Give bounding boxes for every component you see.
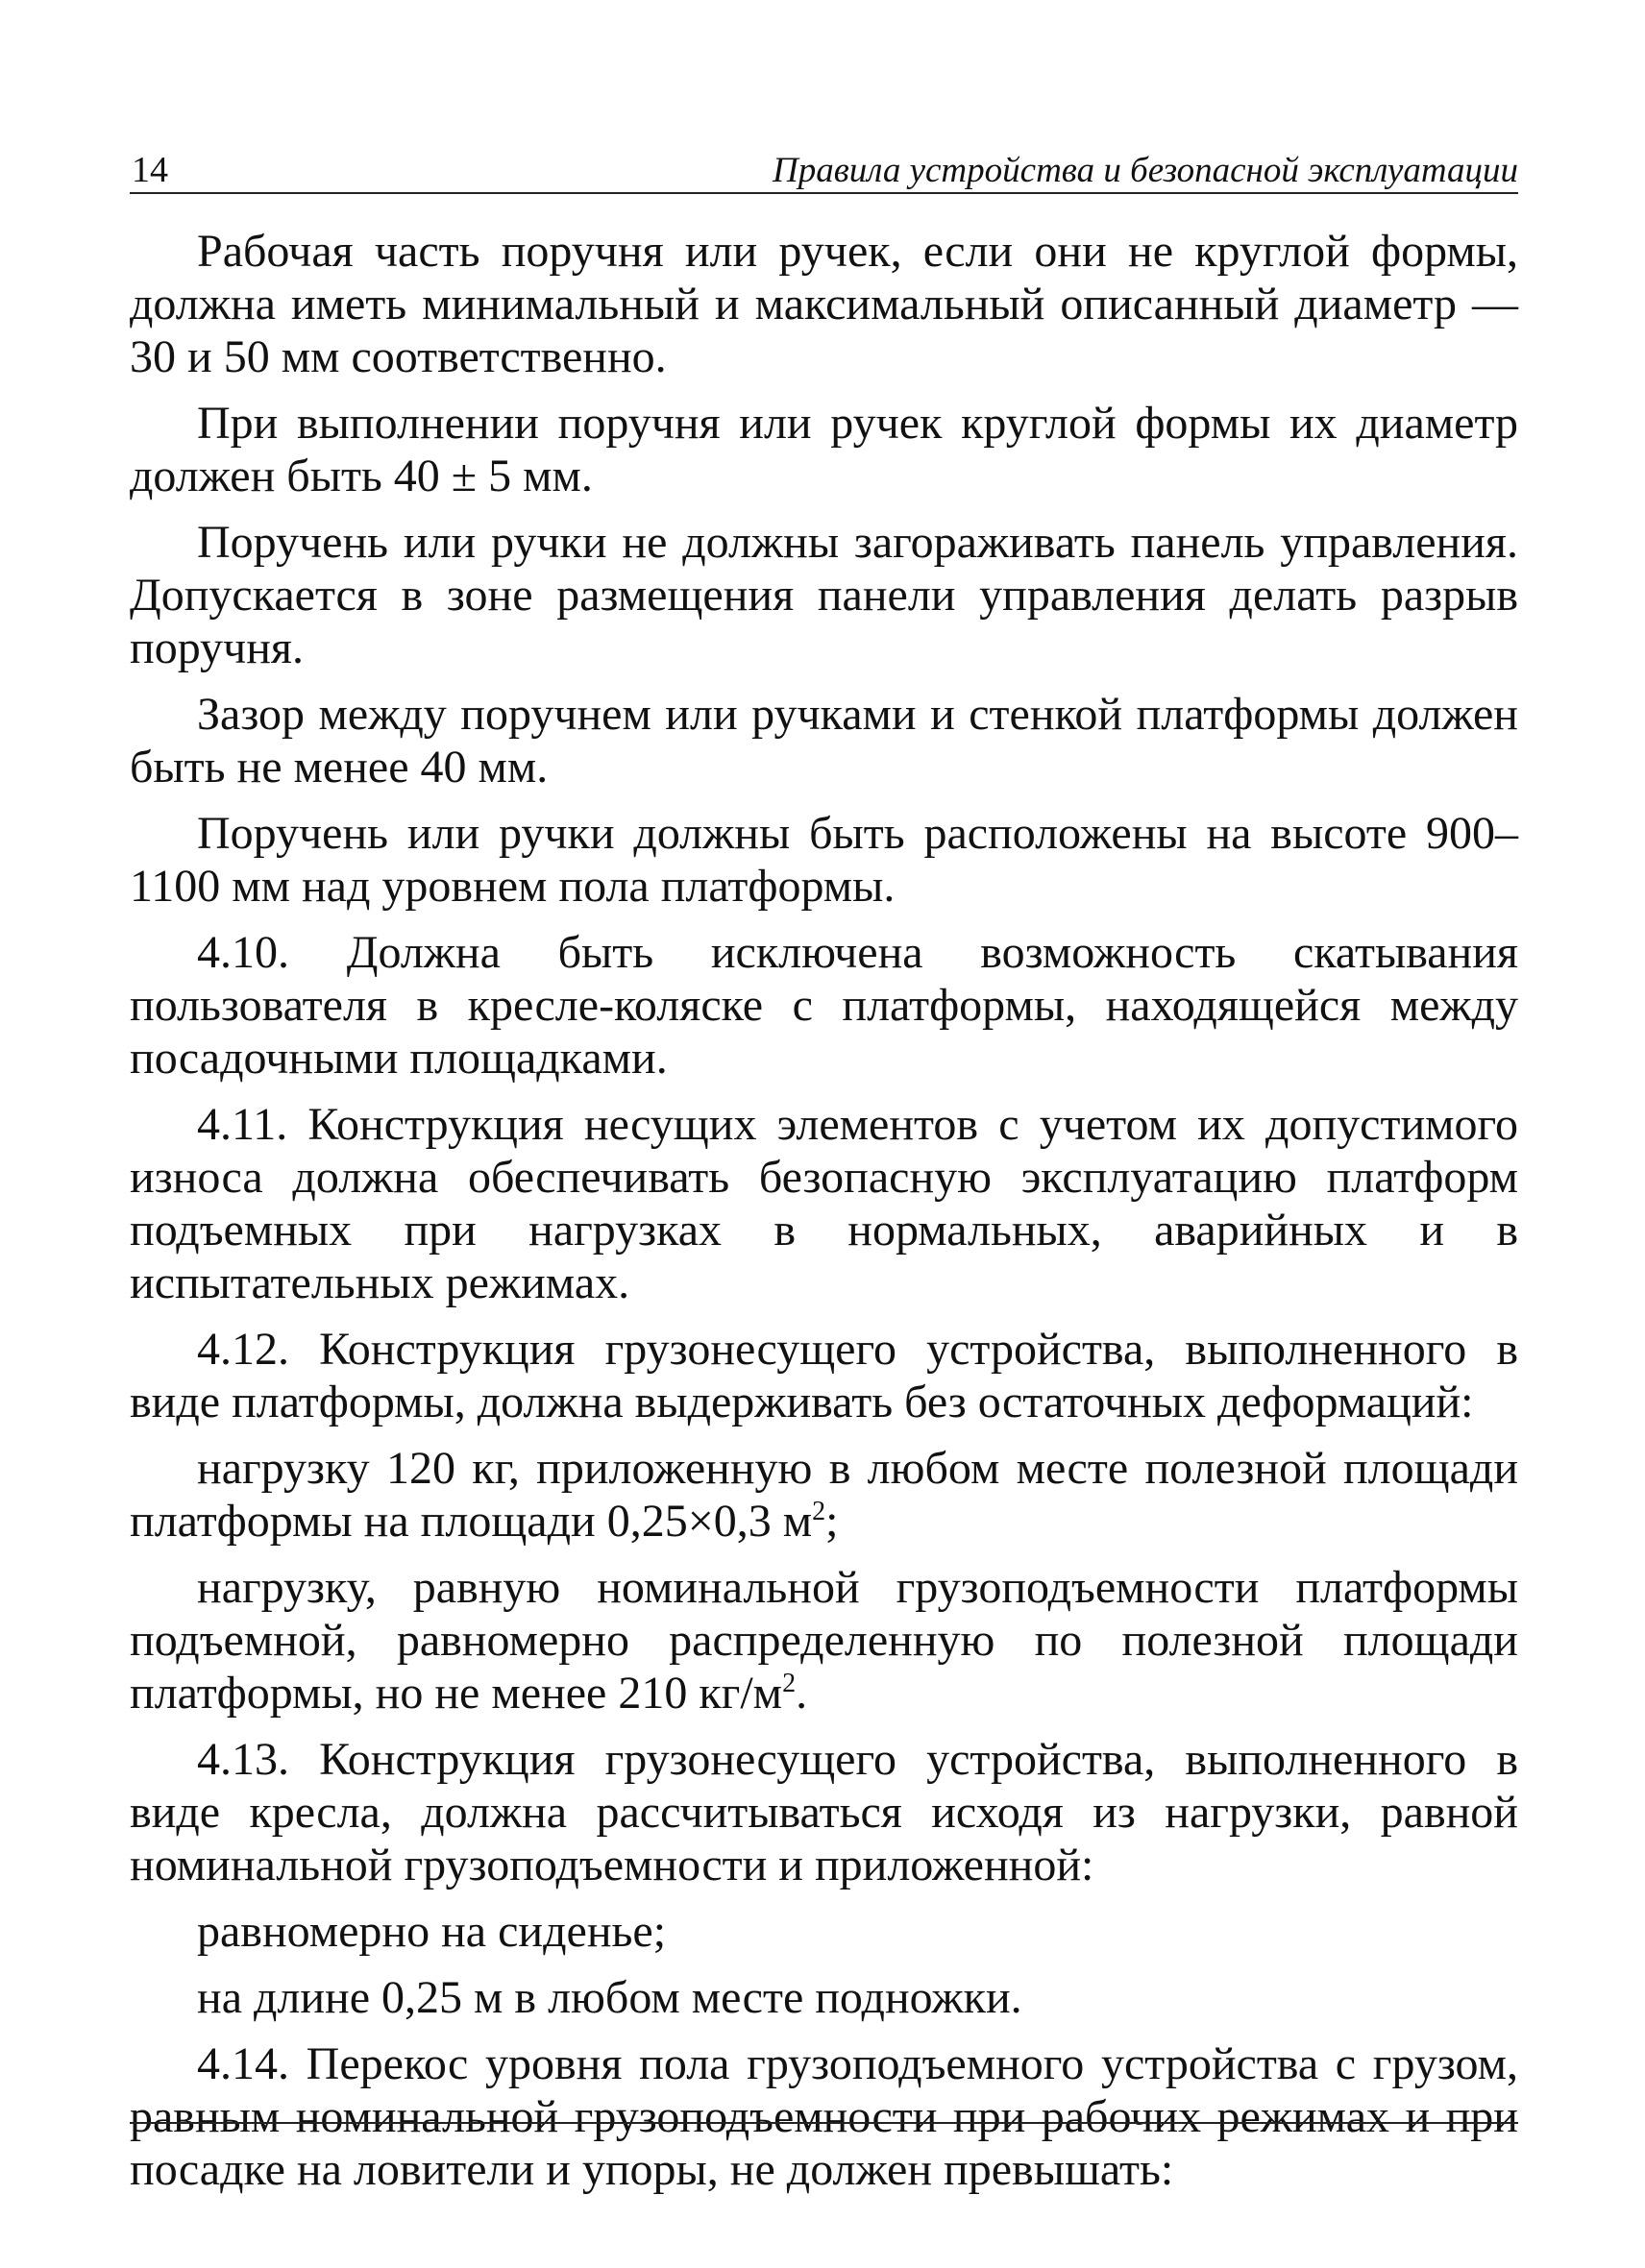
page-number: 14 xyxy=(132,150,168,190)
paragraph xyxy=(130,1971,1518,2024)
bottom-rule xyxy=(130,2122,1518,2124)
superscript: 2 xyxy=(812,1497,826,1526)
paragraph-text: Поручень или ручки должны быть расположены на высоте 900–1100 мм над уровнем пола платформы. xyxy=(130,808,1518,912)
document-page xyxy=(130,0,1518,2268)
paragraph xyxy=(130,1442,1518,1548)
paragraph-text: равномерно на сиденье; xyxy=(197,1906,667,1957)
paragraph-text: 4.13. Конструкция грузонесущего устройства, выполненного в виде кресла, должна рассчитываться исходя из нагрузки, равной номинальной грузоподъемности и приложенной: xyxy=(130,1734,1518,1890)
paragraph-text: нагрузку, равную номинальной грузоподъемности платформы подъемной, равномерно распределенную по полезной площади платформы, но не менее 210 кг/м xyxy=(130,1562,1518,1719)
paragraph xyxy=(130,397,1518,502)
clause-4-12 xyxy=(130,1323,1518,1428)
paragraph xyxy=(130,225,1518,383)
paragraph xyxy=(130,516,1518,674)
body-text xyxy=(130,225,1518,2209)
running-title: Правила устройства и безопасной эксплуатации xyxy=(772,151,1518,190)
clause-4-13 xyxy=(130,1733,1518,1891)
paragraph-text: на длине 0,25 м в любом месте подножки. xyxy=(197,1972,1022,2023)
paragraph-tail: . xyxy=(796,1668,808,1719)
paragraph-text: Зазор между поручнем или ручками и стенкой платформы должен быть не менее 40 мм. xyxy=(130,689,1518,793)
clause-4-11 xyxy=(130,1098,1518,1309)
paragraph xyxy=(130,1905,1518,1958)
paragraph-text: При выполнении поручня или ручек круглой формы их диаметр должен быть 40 ± 5 мм. xyxy=(130,398,1518,501)
paragraph-text: нагрузку 120 кг, приложенную в любом месте полезной площади платформы на площади 0,25×0,3 м xyxy=(130,1443,1518,1547)
running-header xyxy=(130,142,1518,194)
paragraph-tail: ; xyxy=(825,1496,839,1547)
paragraph-text: Рабочая часть поручня или ручек, если они не круглой формы, должна иметь минимальный и максимальный описанный диаметр — 30 и 50 мм соответственно. xyxy=(130,226,1518,382)
clause-4-14 xyxy=(130,2037,1518,2196)
paragraph-text: 4.10. Должна быть исключена возможность скатывания пользователя в кресле-коляске с платформы, находящейся между посадочными площадками. xyxy=(130,927,1518,1084)
paragraph-text: 4.11. Конструкция несущих элементов с учетом их допустимого износа должна обеспечивать безопасную эксплуатацию платформ подъемных при нагрузках в нормальных, аварийных и в испытательных режимах. xyxy=(130,1099,1518,1308)
paragraph-text: Поручень или ручки не должны загораживать панель управления. Допускается в зоне размещения панели управления делать разрыв поручня. xyxy=(130,517,1518,673)
paragraph xyxy=(130,688,1518,793)
superscript: 2 xyxy=(782,1669,797,1698)
paragraph-text: 4.14. Перекос уровня пола грузоподъемного устройства с грузом, равным номинальной грузоподъемности при рабочих режимах и при посадке на ловители и упоры, не должен превышать: xyxy=(130,2038,1518,2195)
paragraph xyxy=(130,1561,1518,1719)
paragraph-text: 4.12. Конструкция грузонесущего устройства, выполненного в виде платформы, должна выдерживать без остаточных деформаций: xyxy=(130,1324,1518,1427)
paragraph xyxy=(130,807,1518,913)
clause-4-10 xyxy=(130,926,1518,1085)
